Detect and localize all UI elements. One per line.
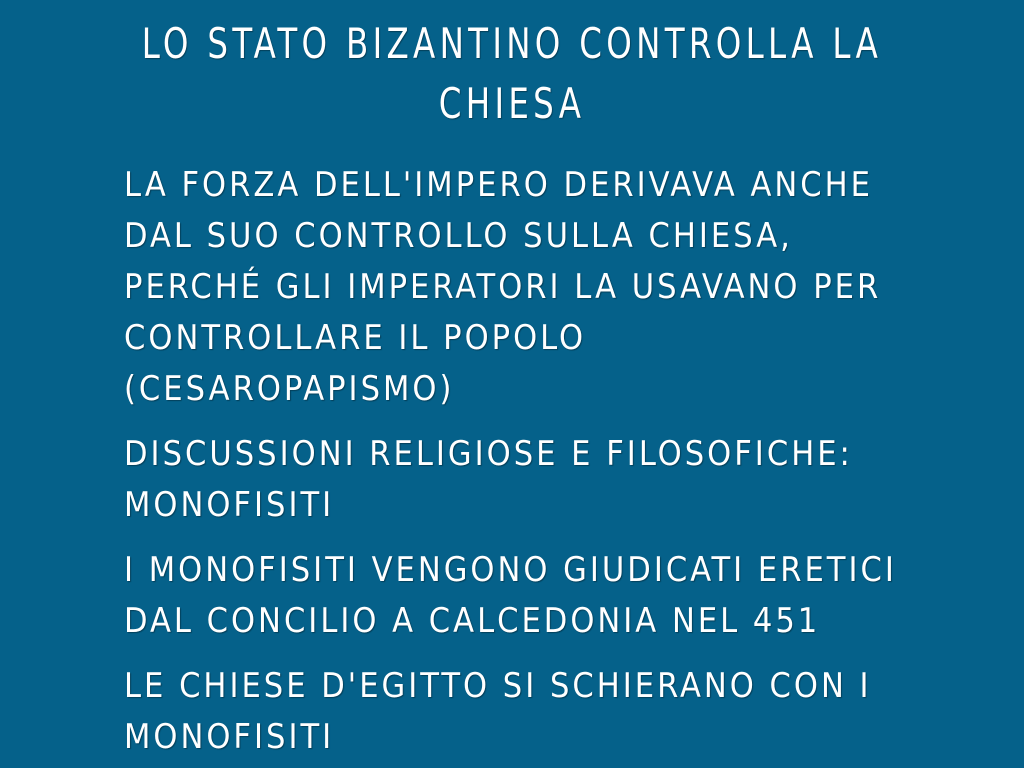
slide-title: LO STATO BIZANTINO CONTROLLA LA CHIESA <box>141 19 883 128</box>
bullet-item: DISCUSSIONI RELIGIOSE E FILOSOFICHE: MONOFISITI <box>124 434 853 525</box>
bullet-item: LE CHIESE D'EGITTO SI SCHIERANO CON I MONOFISITI <box>124 666 872 757</box>
bullet-item: LA FORZA DELL'IMPERO DERIVAVA ANCHE DAL SUO CONTROLLO SULLA CHIESA, PERCHÉ GLI IMPERATORI LA USAVANO PER CONTROLLARE IL POPOLO (CESAROPAPISMO) <box>124 165 882 409</box>
bullet-item: I MONOFISITI VENGONO GIUDICATI ERETICI DAL CONCILIO A CALCEDONIA NEL 451 <box>124 550 897 641</box>
slide-body <box>124 160 904 757</box>
